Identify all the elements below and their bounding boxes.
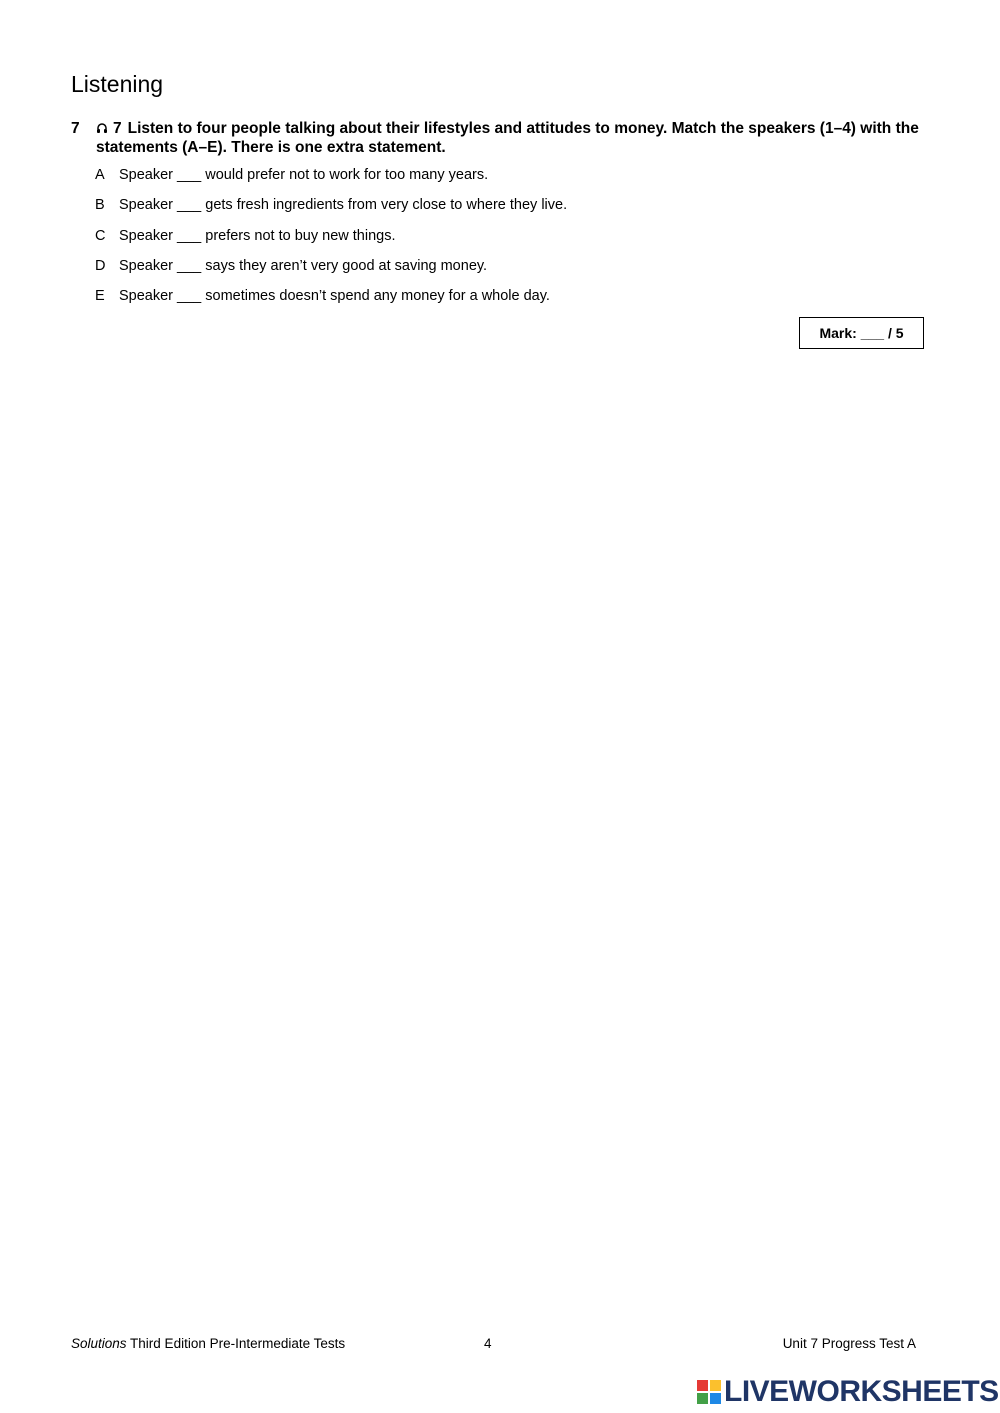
list-item bbox=[95, 227, 567, 257]
footer-book-edition: Third Edition Pre-Intermediate Tests bbox=[126, 1336, 346, 1351]
footer-book-title bbox=[71, 1336, 345, 1351]
statement-text: Speaker ___ gets fresh ingredients from very close to where they live. bbox=[119, 197, 568, 214]
logo-text: LIVEWORKSHEETS bbox=[724, 1375, 999, 1408]
liveworksheets-logo[interactable] bbox=[697, 1375, 999, 1409]
section-title: Listening bbox=[71, 71, 164, 97]
task-number: 7 bbox=[71, 120, 80, 137]
statement-list bbox=[95, 166, 567, 317]
logo-tiles-icon bbox=[697, 1380, 721, 1404]
list-item bbox=[95, 287, 567, 317]
statement-text: Speaker ___ would prefer not to work for too many years. bbox=[119, 167, 489, 183]
statement-letter: C bbox=[95, 227, 106, 244]
mark-label: Mark: ___ / 5 bbox=[819, 325, 904, 341]
task-instruction bbox=[71, 119, 931, 157]
footer-page-number: 4 bbox=[484, 1336, 492, 1351]
list-item bbox=[95, 196, 567, 226]
footer-book-name: Solutions bbox=[71, 1336, 127, 1351]
footer-unit: Unit 7 Progress Test A bbox=[782, 1336, 916, 1351]
statement-text: Speaker ___ prefers not to buy new things. bbox=[119, 227, 396, 244]
statement-letter: D bbox=[95, 257, 106, 274]
statement-letter: E bbox=[95, 288, 105, 305]
statement-text: Speaker ___ says they aren’t very good at saving money. bbox=[119, 257, 488, 274]
instruction-text: Listen to four people talking about their lifestyles and attitudes to money. Match the speakers (1–4) with the statements (A–E). There is one extra statement. bbox=[96, 120, 919, 156]
mark-box bbox=[799, 317, 924, 349]
statement-letter: B bbox=[95, 197, 105, 214]
track-number: 7 bbox=[113, 120, 122, 137]
list-item bbox=[95, 257, 567, 287]
statement-letter: A bbox=[95, 167, 105, 183]
statement-text: Speaker ___ sometimes doesn’t spend any money for a whole day. bbox=[119, 288, 550, 305]
headphones-icon bbox=[96, 122, 108, 134]
list-item bbox=[95, 166, 567, 196]
